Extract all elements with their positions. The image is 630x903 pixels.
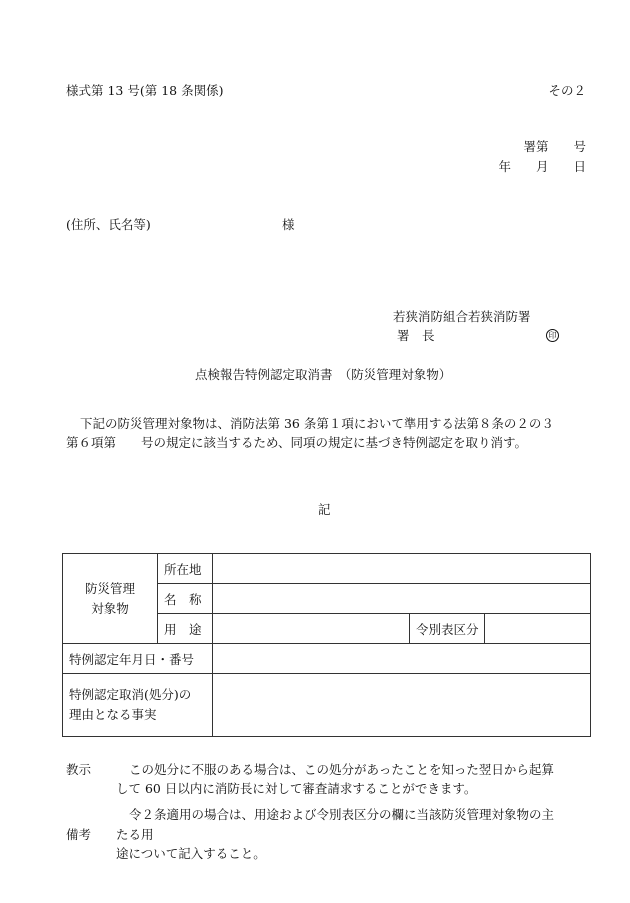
reason-value[interactable] <box>213 674 591 737</box>
group-label-line-2: 対象物 <box>91 600 129 616</box>
document-title <box>195 369 451 382</box>
title-subtitle: （防災管理対象物） <box>345 367 452 382</box>
group-label-line-1: 防災管理 <box>84 580 135 596</box>
table-row <box>63 644 591 674</box>
use-label: 用 途 <box>158 614 213 644</box>
name-value[interactable] <box>213 584 591 614</box>
remarks-line-3: 途について記入すること。 <box>116 846 266 861</box>
body-line-2: 第６項第 号の規定に該当するため、同項の規定に基づき特例認定を取り消す。 <box>66 435 528 450</box>
location-value[interactable] <box>213 554 591 584</box>
remarks-line-2: たる用 <box>116 827 154 842</box>
record-table <box>62 553 591 737</box>
use-value[interactable] <box>213 614 410 644</box>
seal-mark <box>546 329 559 342</box>
notice-label: 教示 <box>66 762 92 777</box>
group-label-cell <box>63 554 158 644</box>
location-label: 所在地 <box>158 554 213 584</box>
category-label: 令別表区分 <box>410 614 485 644</box>
title-text: 点検報告特例認定取消書 <box>195 367 333 382</box>
notice-line-2: して 60 日以内に消防長に対して審査請求することができます。 <box>116 781 477 796</box>
remarks-label: 備考 <box>66 827 92 842</box>
reason-label-line-1: 特例認定取消(処分)の <box>69 687 192 702</box>
office-number: 署第 号 <box>523 139 586 154</box>
cert-date-label: 特例認定年月日・番号 <box>63 644 213 674</box>
issuer-title: 署 長 <box>397 328 435 343</box>
addressee-label: (住所、氏名等) <box>66 217 151 232</box>
seal-icon: 印 <box>546 329 559 342</box>
addressee-honorific: 様 <box>282 217 295 232</box>
form-number: 様式第 13 号(第 18 条関係) <box>66 83 224 98</box>
notice-line-1: この処分に不服のある場合は、この処分があったことを知った翌日から起算 <box>129 762 554 777</box>
issuer-organization: 若狭消防組合若狭消防署 <box>393 309 531 324</box>
reason-label-cell <box>63 674 213 737</box>
cert-date-value[interactable] <box>213 644 591 674</box>
category-value[interactable] <box>485 614 591 644</box>
table-row <box>63 554 591 584</box>
name-label: 名 称 <box>158 584 213 614</box>
issue-date: 年 月 日 <box>498 159 586 174</box>
ki-marker: 記 <box>318 502 331 517</box>
body-line-1: 下記の防災管理対象物は、消防法第 36 条第１項において準用する法第８条の２の３ <box>80 416 554 431</box>
form-variant: その２ <box>548 83 586 98</box>
remarks-line-1: 令２条適用の場合は、用途および令別表区分の欄に当該防災管理対象物の主 <box>129 807 555 822</box>
table-row <box>63 674 591 737</box>
reason-label-line-2: 理由となる事実 <box>69 707 157 722</box>
